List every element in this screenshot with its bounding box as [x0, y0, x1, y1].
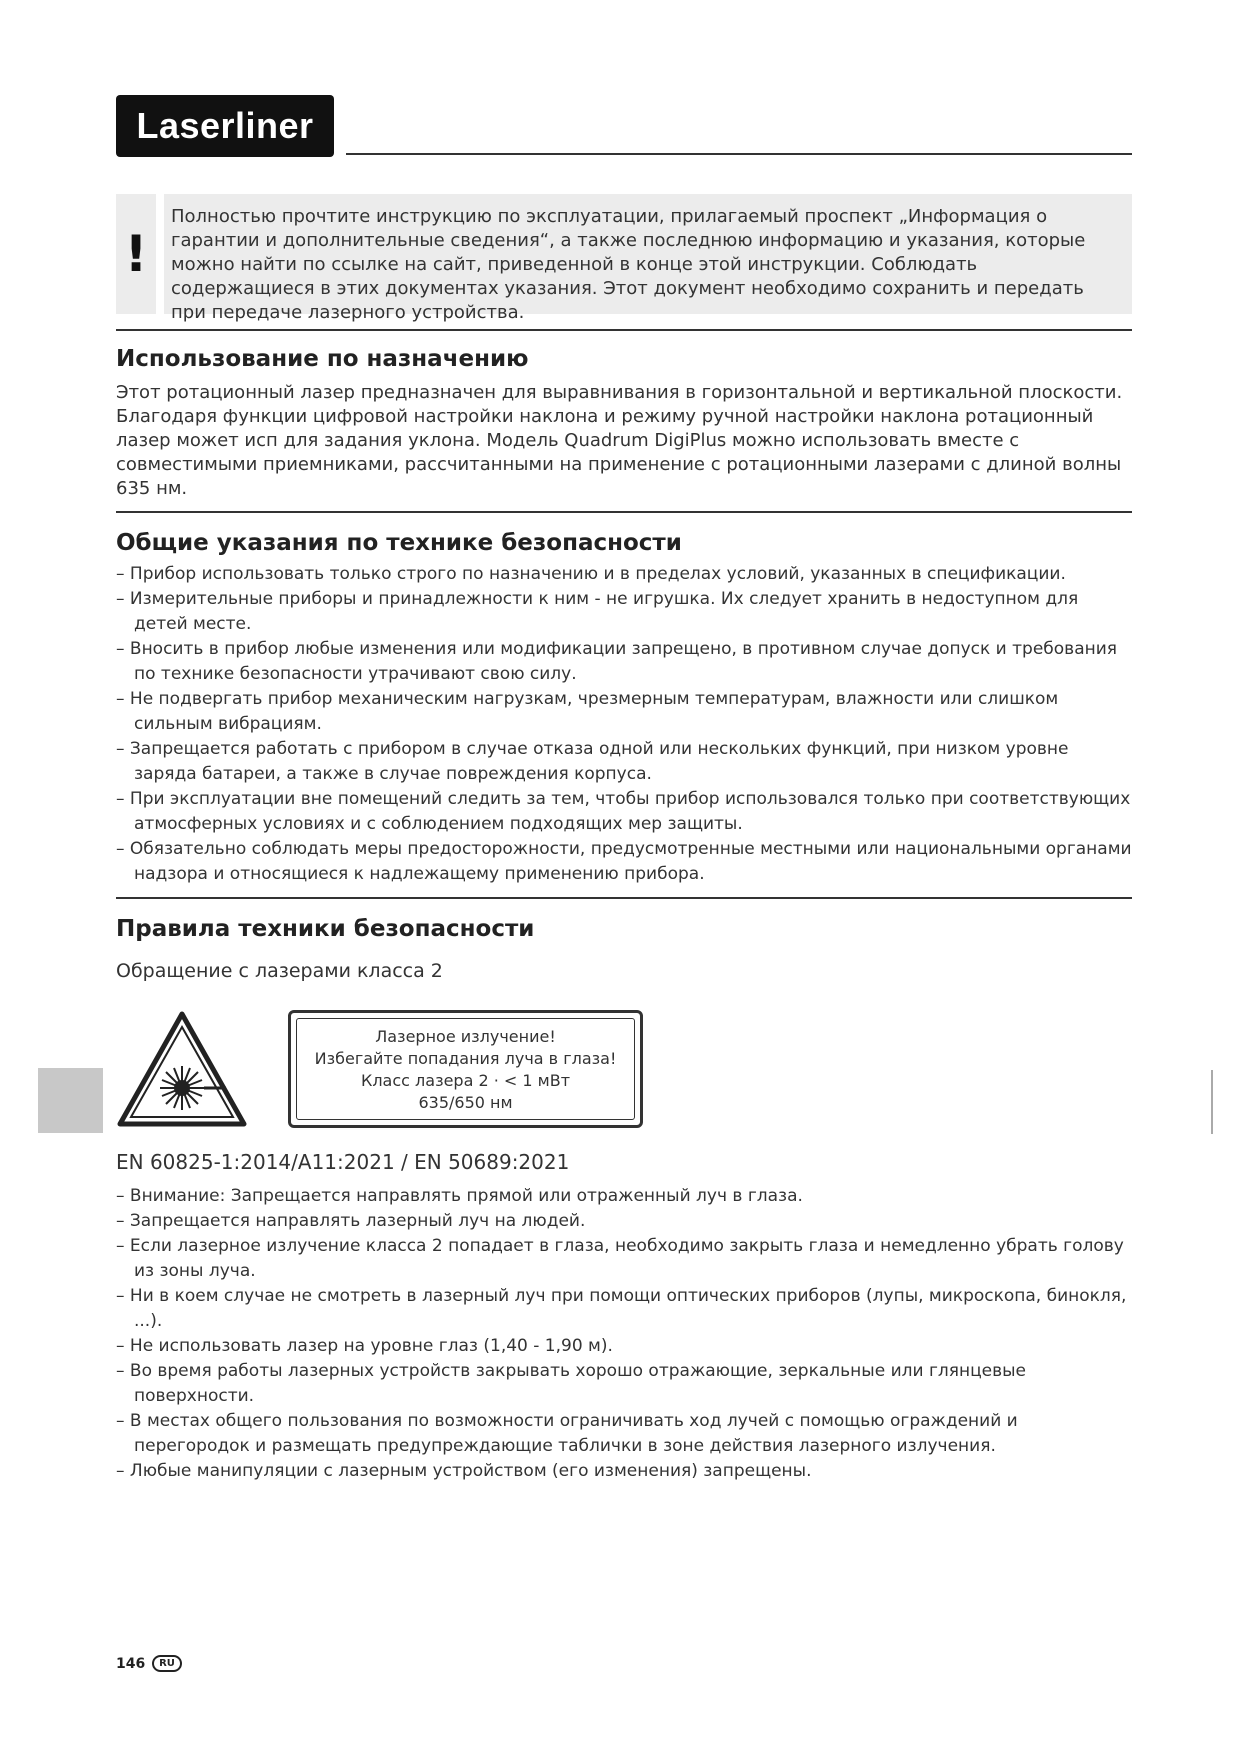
side-tab-marker	[38, 1068, 103, 1133]
list-item: – Вносить в прибор любые изменения или модификации запрещено, в противном случае допуск и требования по технике безопасности утрачивают свою силу.	[116, 637, 1136, 687]
brand-logo: Laserliner	[116, 95, 334, 157]
warning-label-line: 635/650 нм	[418, 1093, 513, 1112]
list-item: – Если лазерное излучение класса 2 попадает в глаза, необходимо закрыть глаза и немедленно убрать голову из зоны луча.	[116, 1234, 1136, 1284]
list-item: – При эксплуатации вне помещений следить за тем, чтобы прибор использовался только при соответствующих атмосферных условиях и с соблюдением подходящих мер защиты.	[116, 787, 1136, 837]
list-item: – Любые манипуляции с лазерным устройством (его изменения) запрещены.	[116, 1459, 1136, 1484]
section-divider	[116, 511, 1132, 513]
list-item: – Во время работы лазерных устройств закрывать хорошо отражающие, зеркальные или глянцевые поверхности.	[116, 1359, 1136, 1409]
section-divider	[116, 897, 1132, 899]
language-badge: RU	[152, 1655, 182, 1672]
notice-separator	[156, 194, 164, 314]
exclamation-icon: !	[124, 225, 148, 283]
intended-use-text: Этот ротационный лазер предназначен для выравнивания в горизонтальной и вертикальной плоскости. Благодаря функции цифровой настройки наклона и режиму ручной настройки наклона ротационный лазер может исп для задания уклона. Модель Quadrum DigiPlus можно использовать вместе с совместимыми приемниками, рассчитанными на применение с ротационными лазерами с длиной волны 635 нм.	[116, 382, 1123, 499]
header-divider	[346, 153, 1132, 155]
list-item: – Обязательно соблюдать меры предосторожности, предусмотренные местными или национальными органами надзора и относящиеся к надлежащему применению прибора.	[116, 837, 1136, 887]
laser-warning-triangle-icon	[116, 1010, 248, 1128]
list-item: – Не использовать лазер на уровне глаз (1,40 - 1,90 м).	[116, 1334, 1136, 1359]
notice-box	[116, 194, 1132, 323]
page-number: 146	[116, 1656, 146, 1672]
list-item: – Измерительные приборы и принадлежности к ним - не игрушка. Их следует хранить в недоступном для детей месте.	[116, 587, 1136, 637]
warning-label-line: Лазерное излучение!	[375, 1027, 556, 1046]
list-item: – Запрещается направлять лазерный луч на людей.	[116, 1209, 1136, 1234]
list-item: – Прибор использовать только строго по назначению и в пределах условий, указанных в спецификации.	[116, 562, 1136, 587]
list-item: – В местах общего пользования по возможности ограничивать ход лучей с помощью ограждений и перегородок и размещать предупреждающие таблички в зоне действия лазерного излучения.	[116, 1409, 1136, 1459]
section-title-safety-rules: Правила техники безопасности	[116, 916, 535, 942]
list-item: – Запрещается работать с прибором в случае отказа одной или нескольких функций, при низком уровне заряда батареи, а также в случае повреждения корпуса.	[116, 737, 1136, 787]
section-title-intended-use: Использование по назначению	[116, 346, 529, 372]
list-item: – Внимание: Запрещается направлять прямой или отраженный луч в глаза.	[116, 1184, 1136, 1209]
safety-rules-list	[116, 1184, 1136, 1484]
page-edge-mark	[1211, 1070, 1213, 1134]
section-title-general-safety: Общие указания по технике безопасности	[116, 530, 682, 556]
standard-reference: EN 60825-1:2014/A11:2021 / EN 50689:2021	[116, 1150, 570, 1174]
notice-text: Полностью прочтите инструкцию по эксплуатации, прилагаемый проспект „Информация о гарантии и дополнительные сведения“, а также последнюю информацию и указания, которые можно найти по ссылке на сайт, приведенной в конце этой инструкции. Соблюдать содержащиеся в этих документах указания. Этот документ необходимо сохранить и передать при передаче лазерного устройства.	[171, 206, 1086, 323]
section-divider	[116, 329, 1132, 331]
warning-label-line: Класс лазера 2 · < 1 мВт	[360, 1071, 571, 1090]
laser-warning-label	[288, 1010, 643, 1128]
warning-label-line: Избегайте попадания луча в глаза!	[314, 1049, 617, 1068]
general-safety-list	[116, 562, 1136, 887]
laser-class-subtitle: Обращение с лазерами класса 2	[116, 960, 443, 982]
list-item: – Ни в коем случае не смотреть в лазерный луч при помощи оптических приборов (лупы, микроскопа, бинокля, ...).	[116, 1284, 1136, 1334]
list-item: – Не подвергать прибор механическим нагрузкам, чрезмерным температурам, влажности или слишком сильным вибрациям.	[116, 687, 1136, 737]
